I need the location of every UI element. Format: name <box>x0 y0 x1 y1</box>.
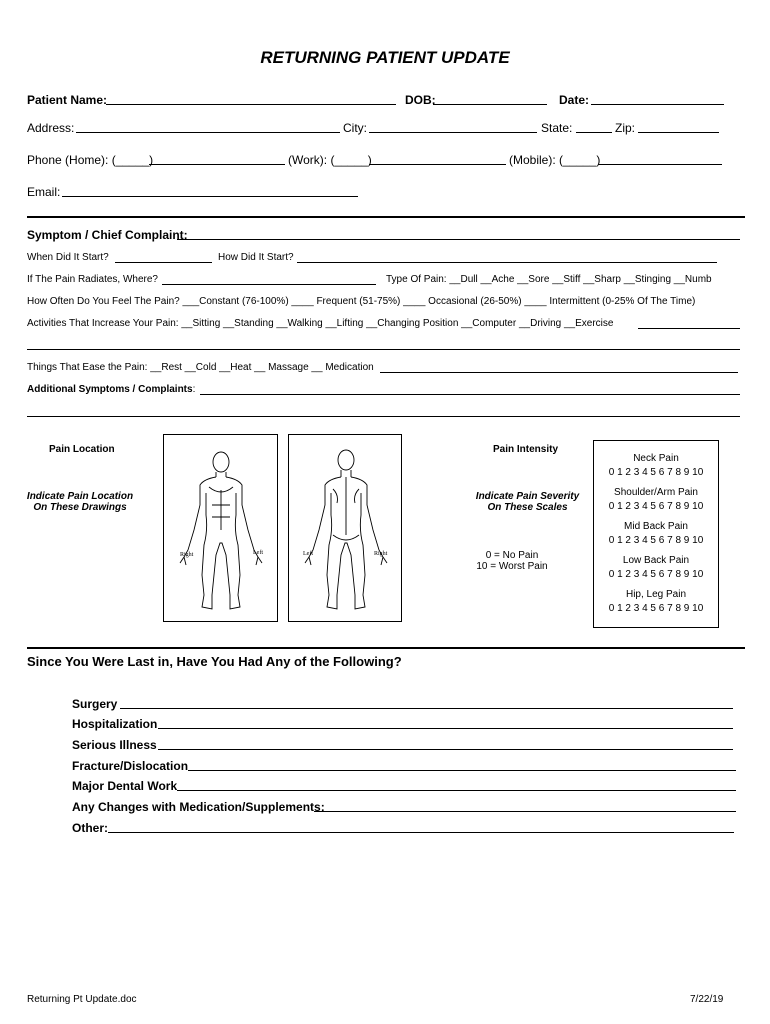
section-divider <box>27 216 745 218</box>
activities-other-field[interactable] <box>638 328 740 329</box>
how-start-label: How Did It Start? <box>218 252 294 263</box>
fracture-dislocation-field[interactable] <box>188 770 736 771</box>
mid-back-pain-label: Mid Back Pain <box>624 521 688 532</box>
date-field[interactable] <box>591 104 724 105</box>
city-field[interactable] <box>369 132 537 133</box>
additional-symptoms-field[interactable] <box>200 394 740 395</box>
phone-home-label: Phone (Home): (_____) <box>27 153 154 167</box>
email-label: Email: <box>27 185 61 199</box>
back-right-label: Right <box>374 551 388 557</box>
hip-leg-pain-label: Hip, Leg Pain <box>625 589 687 600</box>
how-start-field[interactable] <box>297 262 717 263</box>
body-back-drawing[interactable] <box>288 434 402 622</box>
body-front-figure-icon <box>164 435 277 621</box>
activities-increase-options[interactable]: Activities That Increase Your Pain: __Sitting __Standing __Walking __Lifting __Changing Position __Computer __Driving __Exercise <box>27 318 614 329</box>
history-heading: Since You Were Last in, Have You Had Any of the Following? <box>27 654 402 669</box>
email-field[interactable] <box>62 196 358 197</box>
phone-home-field[interactable] <box>149 164 285 165</box>
pain-location-instruction: Indicate Pain Location On These Drawings <box>26 491 134 513</box>
footer-filename: Returning Pt Update.doc <box>27 994 137 1005</box>
when-start-field[interactable] <box>115 262 212 263</box>
pain-intensity-heading: Pain Intensity <box>493 444 559 455</box>
type-of-pain-options[interactable]: Type Of Pain: __Dull __Ache __Sore __Stiff __Sharp __Stinging __Numb <box>386 274 712 285</box>
hospitalization-label: Hospitalization <box>72 717 158 731</box>
section-divider <box>27 647 745 649</box>
chief-complaint-label: Symptom / Chief Complaint: <box>27 228 188 242</box>
pain-scale-legend: 0 = No Pain 10 = Worst Pain <box>476 550 548 572</box>
dob-field[interactable] <box>433 104 547 105</box>
phone-work-field[interactable] <box>369 164 506 165</box>
front-right-label: Right <box>180 552 194 558</box>
shoulder-arm-pain-label: Shoulder/Arm Pain <box>614 487 698 498</box>
dob-label: DOB: <box>405 93 436 107</box>
neck-pain-scale[interactable]: 0 1 2 3 4 5 6 7 8 9 10 <box>608 467 704 478</box>
surgery-field[interactable] <box>120 708 733 709</box>
patient-name-field[interactable] <box>106 104 396 105</box>
pain-scales-box <box>593 440 719 628</box>
hip-leg-pain-scale[interactable]: 0 1 2 3 4 5 6 7 8 9 10 <box>608 603 704 614</box>
radiates-field[interactable] <box>162 284 376 285</box>
things-ease-field[interactable] <box>380 372 738 373</box>
medication-changes-field[interactable] <box>314 811 736 812</box>
activities-extra-line[interactable] <box>27 349 740 350</box>
surgery-label: Surgery <box>72 697 118 711</box>
pain-severity-instruction: Indicate Pain Severity On These Scales <box>475 491 580 513</box>
medication-changes-label: Any Changes with Medication/Supplements: <box>72 800 325 814</box>
patient-name-label: Patient Name: <box>27 93 108 107</box>
major-dental-work-field[interactable] <box>177 790 736 791</box>
low-back-pain-label: Low Back Pain <box>622 555 690 566</box>
address-field[interactable] <box>76 132 340 133</box>
radiates-label: If The Pain Radiates, Where? <box>27 274 158 285</box>
fracture-dislocation-label: Fracture/Dislocation <box>72 759 189 773</box>
serious-illness-field[interactable] <box>158 749 733 750</box>
how-often-options[interactable]: How Often Do You Feel The Pain? ___Constant (76-100%) ____ Frequent (51-75%) ____ Occasional (26-50%) ____ Intermittent (0-25% Of The Time) <box>27 296 696 307</box>
zip-label: Zip: <box>615 121 636 135</box>
body-back-figure-icon <box>289 435 401 621</box>
footer-date: 7/22/19 <box>690 994 724 1005</box>
phone-work-label: (Work): (_____) <box>288 153 372 167</box>
serious-illness-label: Serious Illness <box>72 738 157 752</box>
other-label: Other: <box>72 821 108 835</box>
date-label: Date: <box>559 93 590 107</box>
front-left-label: Left <box>253 550 263 556</box>
low-back-pain-scale[interactable]: 0 1 2 3 4 5 6 7 8 9 10 <box>608 569 704 580</box>
pain-location-heading: Pain Location <box>49 444 115 455</box>
zip-field[interactable] <box>638 132 719 133</box>
when-start-label: When Did It Start? <box>27 252 109 263</box>
things-ease-options[interactable]: Things That Ease the Pain: __Rest __Cold __Heat __ Massage __ Medication <box>27 362 374 373</box>
state-label: State: <box>541 121 573 135</box>
shoulder-arm-pain-scale[interactable]: 0 1 2 3 4 5 6 7 8 9 10 <box>608 501 704 512</box>
phone-mobile-field[interactable] <box>598 164 722 165</box>
major-dental-work-label: Major Dental Work <box>72 779 178 793</box>
phone-mobile-label: (Mobile): (_____) <box>509 153 601 167</box>
chief-complaint-field[interactable] <box>177 239 740 240</box>
neck-pain-label: Neck Pain <box>633 453 679 464</box>
additional-symptoms-label: Additional Symptoms / Complaints: <box>27 384 196 395</box>
other-field[interactable] <box>108 832 734 833</box>
hospitalization-field[interactable] <box>158 728 733 729</box>
state-field[interactable] <box>576 132 612 133</box>
city-label: City: <box>343 121 367 135</box>
body-front-drawing[interactable] <box>163 434 278 622</box>
mid-back-pain-scale[interactable]: 0 1 2 3 4 5 6 7 8 9 10 <box>608 535 704 546</box>
address-label: Address: <box>27 121 75 135</box>
additional-symptoms-line[interactable] <box>27 416 740 417</box>
back-left-label: Left <box>303 551 313 557</box>
page-title: RETURNING PATIENT UPDATE <box>260 48 510 67</box>
